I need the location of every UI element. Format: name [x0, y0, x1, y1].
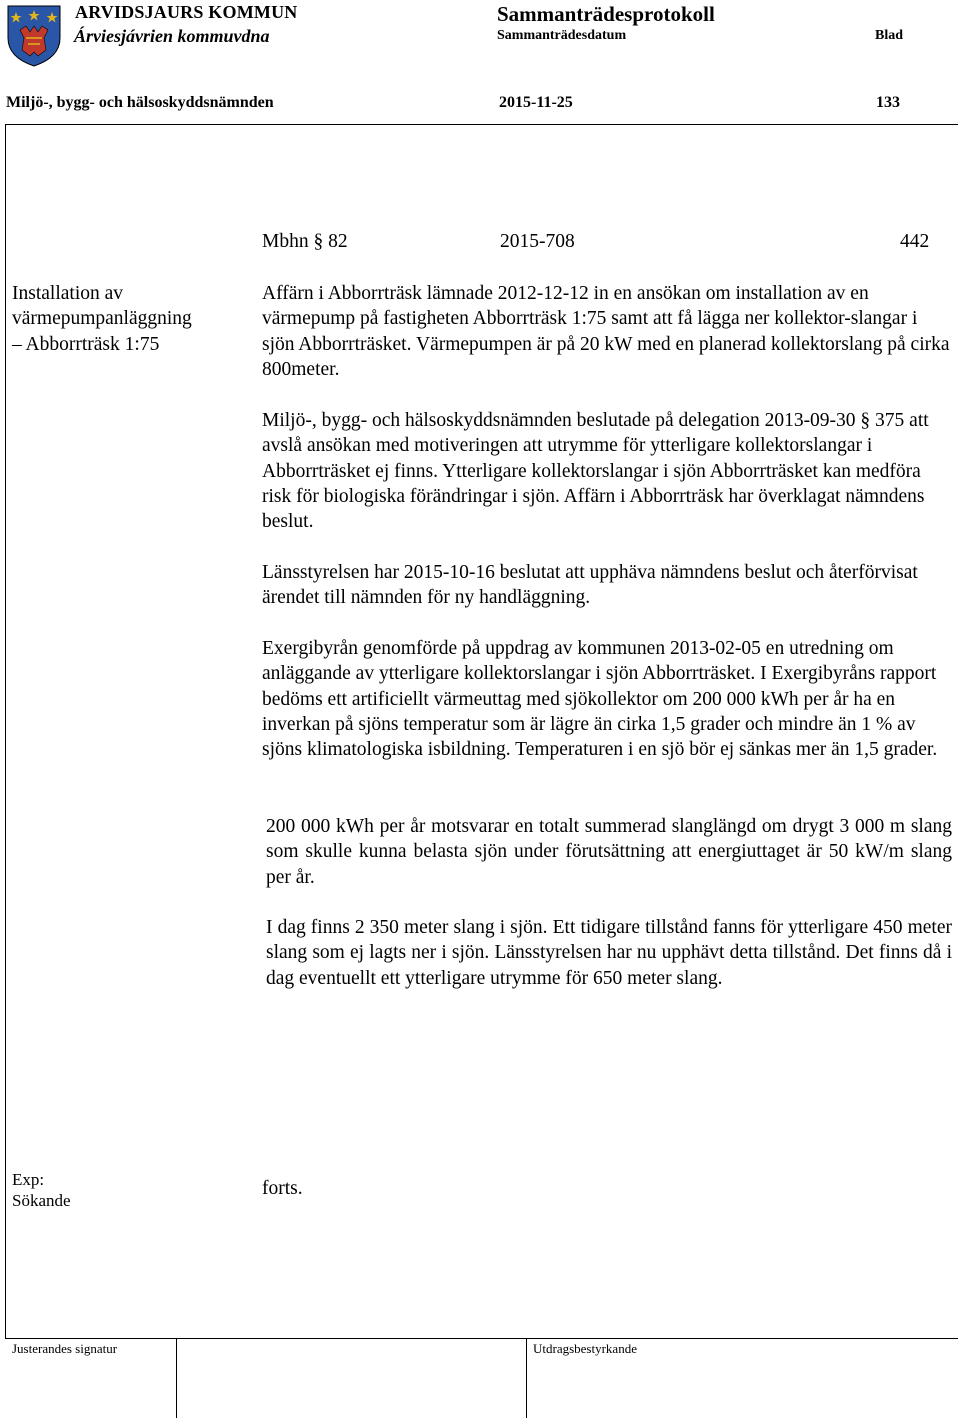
- paragraph-sign: §: [313, 231, 324, 252]
- paragraph-capacity: 200 000 kWh per år motsvarar en totalt summerad slanglängd om drygt 3 000 m slang som skulle kunna belasta sjön under förutsättning att energiuttaget är 50 kW/m slang per år.: [266, 816, 952, 888]
- date-label: Sammanträdesdatum: [497, 28, 627, 43]
- case-number: 2015-708: [500, 231, 575, 252]
- footer-divider-2: [526, 1338, 527, 1418]
- subject-line-3: – Abborrträsk 1:75: [12, 333, 160, 355]
- subject-heading: [12, 281, 232, 357]
- meeting-date: 2015-11-25: [499, 94, 573, 111]
- municipality-name: ARVIDSJAURS KOMMUN: [75, 2, 298, 22]
- paragraph-current-status: I dag finns 2 350 meter slang i sjön. Ett tidigare tillstånd fanns för ytterligare 450 meter slang som ej lagts ner i sjön. Länsstyrelsen har nu upphävt detta tillstånd. Det finns då i dag eventuellt ett ytterligare utrymme för 650 meter slang.: [266, 917, 952, 989]
- paragraph-investigation: Exergibyrån genomförde på uppdrag av kommunen 2013-02-05 en utredning om anläggande av ytterligare kollektorslangar i sjön Abborrträsket. I Exergibyråns rapport bedöms ett artificiellt värmeuttag med sjökollektor om 200 000 kWh per år ha en inverkan på sjöns temperatur som är lägre än cirka 1,5 grader och mindre än 1 % av sjöns klimatologiska isbildning. Temperaturen i en sjö bör ej sänkas mer än 1,5 grader.: [262, 638, 938, 761]
- certification-label: Utdragsbestyrkande: [533, 1341, 637, 1356]
- page-label: Blad: [875, 28, 904, 43]
- subject-line-2: värmepumpanläggning: [12, 308, 192, 330]
- paragraph-reference: [262, 231, 348, 253]
- signature-label: Justerandes signatur: [12, 1341, 118, 1356]
- municipality-name-sami: Árviesjávrien kommuvdna: [74, 26, 270, 46]
- page-number: 133: [876, 94, 900, 111]
- frame-left-border: [5, 124, 6, 1339]
- document-title: Sammanträdesprotokoll: [497, 2, 715, 26]
- expedition-block: [12, 1169, 71, 1211]
- paragraph-label: Mbhn: [262, 231, 309, 252]
- paragraph-delegation-decision: Miljö-, bygg- och hälsoskyddsnämnden beslutade på delegation 2013-09-30 § 375 att avslå ansökan med motiveringen att utrymme för ytterligare kollektorslangar i Abborrträsket ej finns. Ytterligare kollektorslangar i sjön Abborrträsket kan medföra risk för biologiska förändringar i sjön. Affärn i Abborrträsk har överklagat nämndens beslut.: [262, 410, 929, 533]
- footer-rule: [5, 1338, 958, 1339]
- continued-note: forts.: [262, 1178, 303, 1199]
- expedition-label: Exp:: [12, 1170, 45, 1189]
- committee-name: Miljö-, bygg- och hälsoskyddsnämnden: [6, 94, 274, 111]
- expedition-recipient: Sökande: [12, 1191, 71, 1210]
- shield-icon: [6, 4, 62, 68]
- footer-divider-1: [176, 1338, 177, 1418]
- paragraph-county-decision: Länsstyrelsen har 2015-10-16 beslutat att upphäva nämndens beslut och återförvisat ärendet till nämnden för ny handläggning.: [262, 562, 918, 609]
- subject-line-1: Installation av: [12, 283, 124, 304]
- paragraph-application: Affärn i Abborrträsk lämnade 2012-12-12 in en ansökan om installation av en värmepump på fastigheten Abborrträsk 1:75 samt att få lägga ner kollektor-slangar i sjön Abborrträsket. Värmepumpen är på 20 kW med en planerad kollektorslang på cirka 800meter.: [262, 283, 950, 380]
- classification-code: 442: [900, 231, 930, 252]
- coat-of-arms-logo: [6, 4, 62, 68]
- header-rule: [5, 124, 958, 125]
- paragraph-number: 82: [328, 231, 348, 252]
